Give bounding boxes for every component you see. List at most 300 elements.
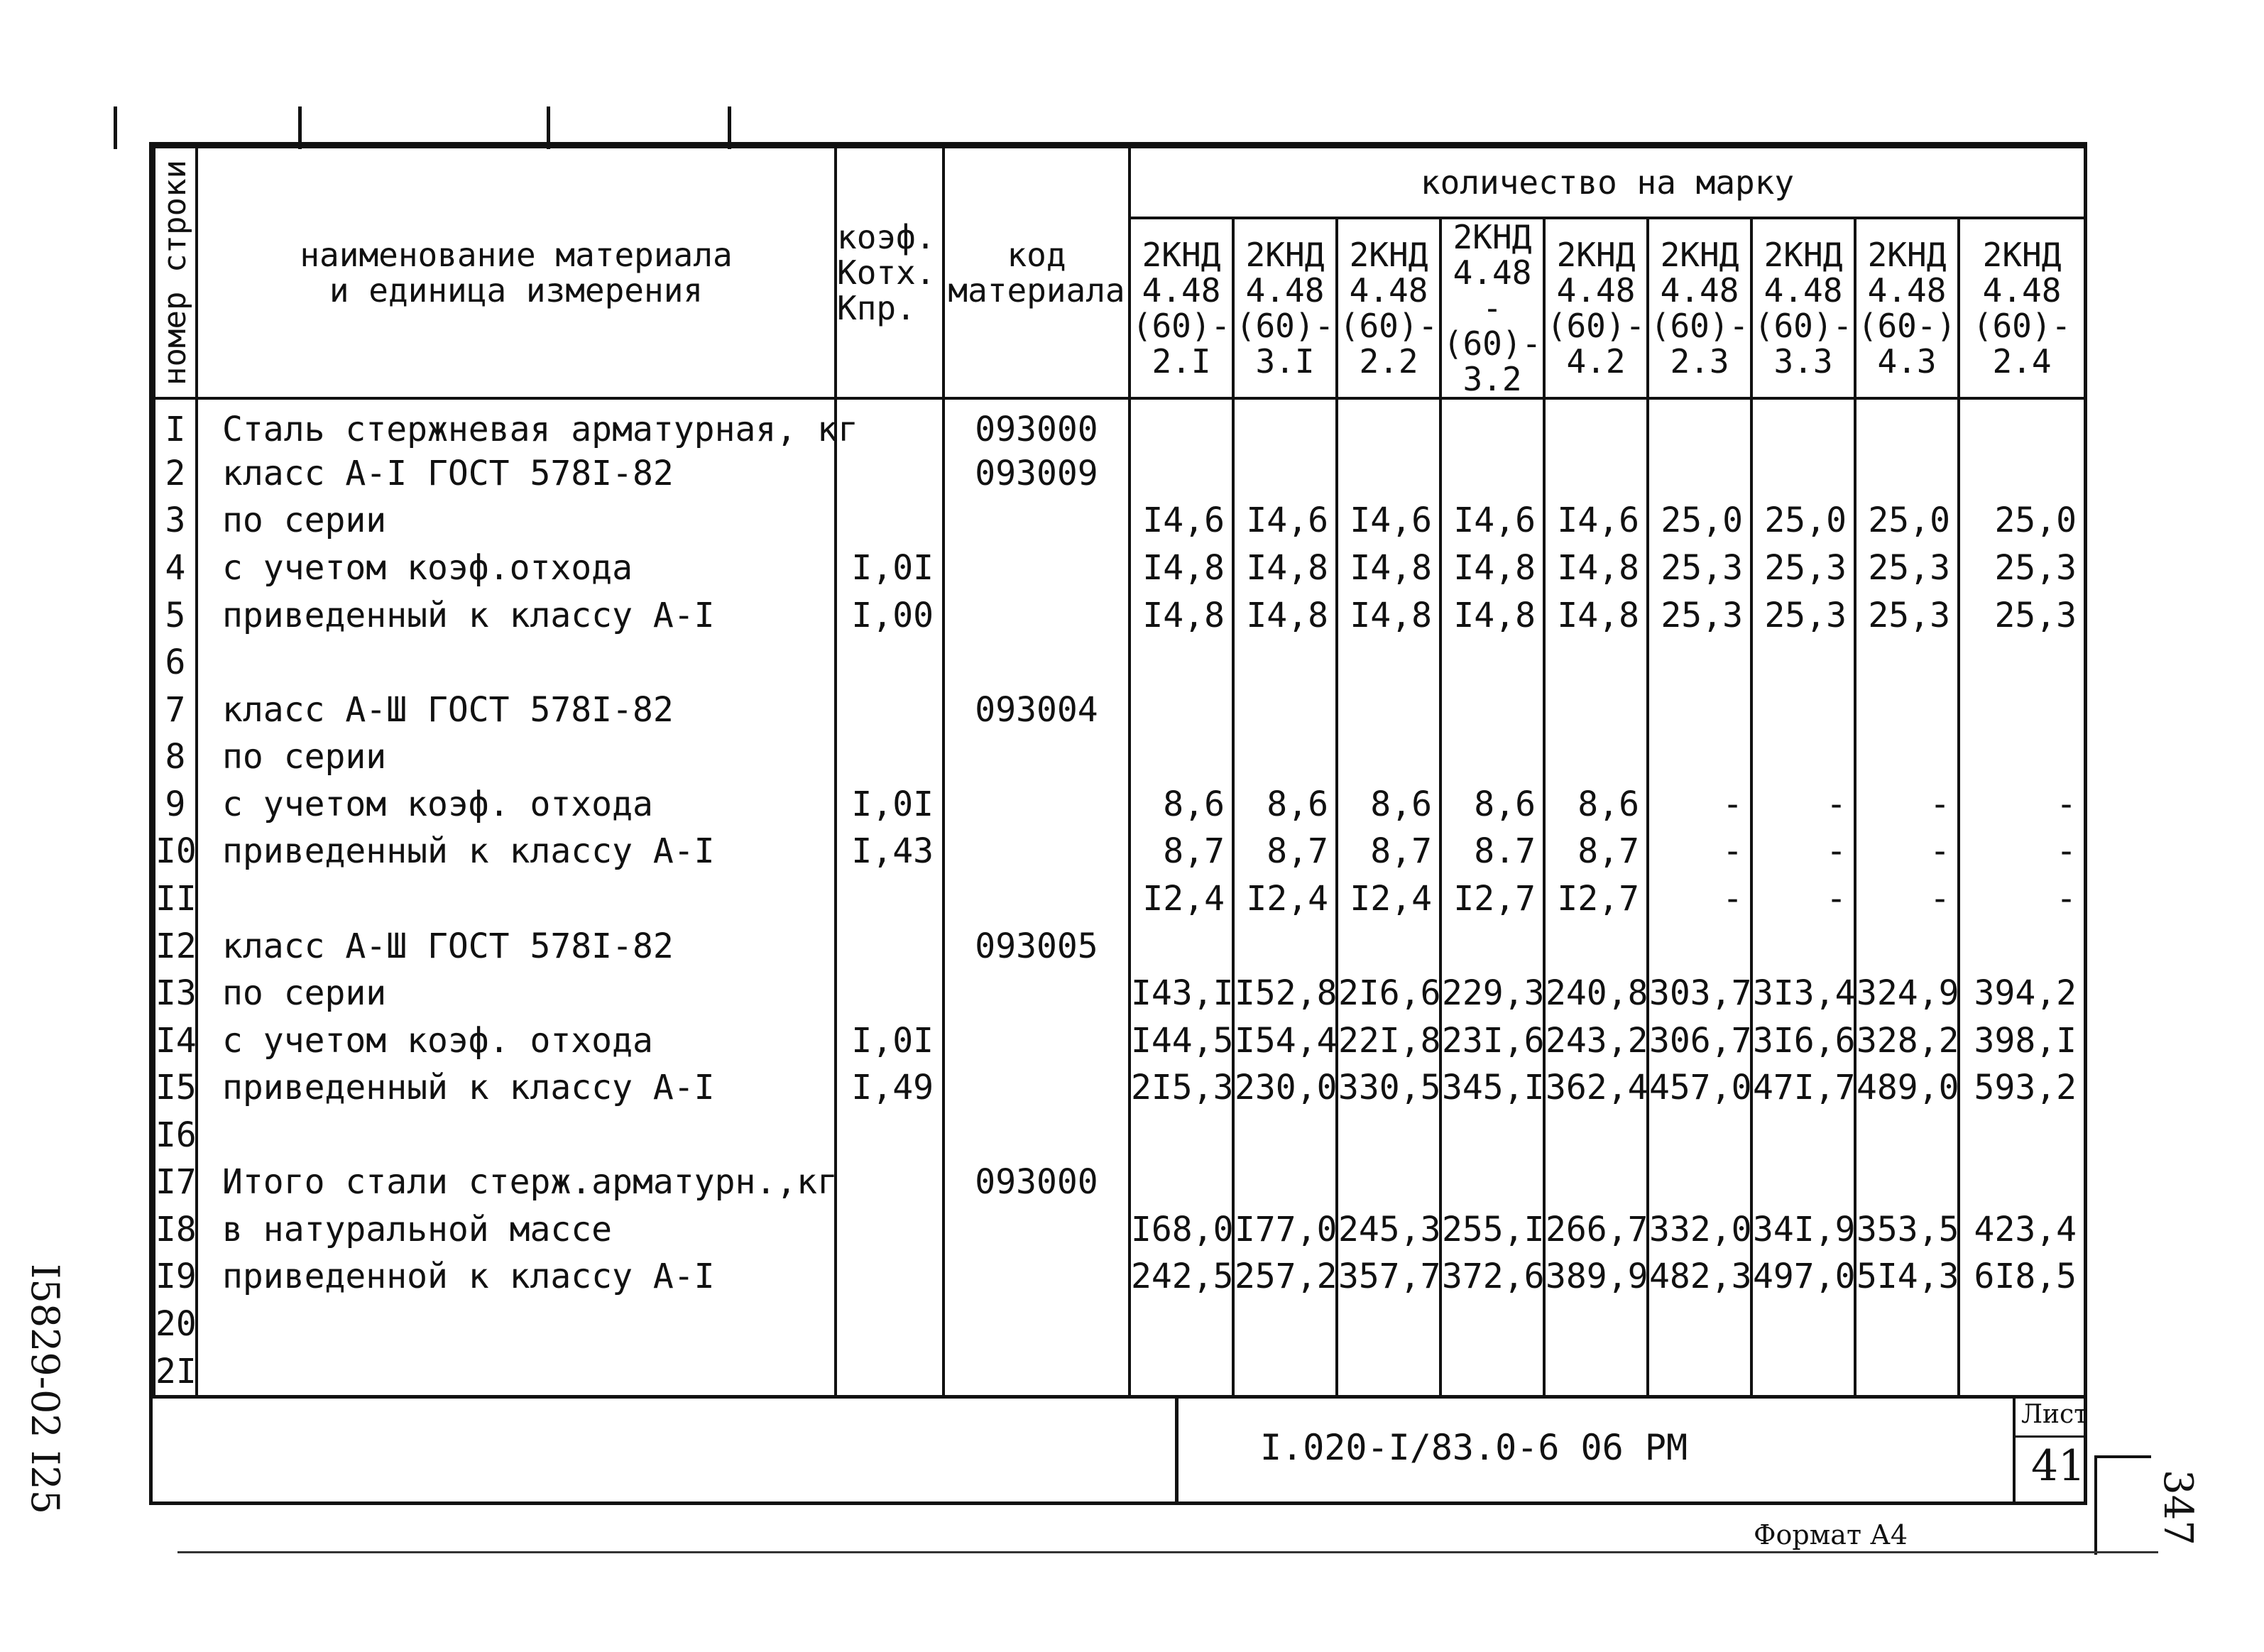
material-name: с учетом коэф. отхода — [197, 1017, 836, 1064]
archive-stamp-left: I5829-02 I25 — [23, 1264, 67, 1514]
quantity-cell: 2I6,6 — [1337, 970, 1440, 1017]
mark-header: 2КНД 4.48 (60-) 4.3 — [1855, 218, 1959, 398]
quantity-cell: 8,7 — [1233, 828, 1337, 875]
coefficient — [836, 1301, 944, 1348]
coefficient: I,0I — [836, 545, 944, 592]
quantity-cell: 229,3 — [1440, 970, 1544, 1017]
quantity-cell: - — [1959, 828, 2085, 875]
quantity-cell — [1337, 1301, 1440, 1348]
quantity-cell: 255,I — [1440, 1206, 1544, 1254]
quantity-cell: 306,7 — [1648, 1017, 1751, 1064]
quantity-cell — [1130, 639, 1233, 686]
quantity-cell: 25,3 — [1855, 545, 1959, 592]
material-code — [944, 1301, 1130, 1348]
quantity-cell — [1130, 1347, 1233, 1395]
row-number: 2 — [154, 450, 197, 498]
quantity-cell: 25,0 — [1648, 497, 1751, 545]
archive-stamp-right: 347 — [2155, 1470, 2201, 1546]
quantity-cell: 25,3 — [1855, 591, 1959, 639]
material-code — [944, 875, 1130, 923]
quantity-cell — [1959, 398, 2085, 450]
coefficient — [836, 1111, 944, 1159]
quantity-cell: 245,3 — [1337, 1206, 1440, 1254]
quantity-cell — [1130, 1159, 1233, 1206]
quantity-cell — [1337, 733, 1440, 781]
quantity-cell: 497,0 — [1751, 1253, 1855, 1301]
quantity-cell: I4,8 — [1337, 591, 1440, 639]
row-number: I5 — [154, 1064, 197, 1112]
material-name: приведенный к классу А-I — [197, 591, 836, 639]
quantity-cell — [1544, 1159, 1648, 1206]
quantity-cell — [1855, 733, 1959, 781]
quantity-cell: I68,0 — [1130, 1206, 1233, 1254]
row-number: I — [154, 398, 197, 450]
quantity-cell: 34I,9 — [1751, 1206, 1855, 1254]
quantity-cell: 324,9 — [1855, 970, 1959, 1017]
quantity-cell: I4,8 — [1544, 591, 1648, 639]
quantity-cell — [1751, 1301, 1855, 1348]
material-code — [944, 545, 1130, 592]
quantity-cell: I2,4 — [1233, 875, 1337, 923]
quantity-cell — [1855, 686, 1959, 733]
quantity-cell: I4,6 — [1130, 497, 1233, 545]
quantity-cell: 362,4 — [1544, 1064, 1648, 1112]
table-row — [154, 875, 2085, 923]
quantity-cell: I4,6 — [1544, 497, 1648, 545]
header-material-line2: и единица измерения — [329, 271, 704, 310]
material-code — [944, 497, 1130, 545]
quantity-cell — [1544, 686, 1648, 733]
quantity-cell: 423,4 — [1959, 1206, 2085, 1254]
row-number: 2I — [154, 1347, 197, 1395]
header-coef-line1: коэф. — [837, 218, 936, 256]
quantity-cell — [1959, 1159, 2085, 1206]
quantity-cell: - — [1959, 781, 2085, 828]
quantity-cell — [1959, 1111, 2085, 1159]
quantity-cell: 8,6 — [1337, 781, 1440, 828]
title-block-divider — [1175, 1399, 1179, 1505]
quantity-cell — [1751, 1111, 1855, 1159]
quantity-cell: 482,3 — [1648, 1253, 1751, 1301]
coefficient: I,0I — [836, 1017, 944, 1064]
row-number: 9 — [154, 781, 197, 828]
quantity-cell: - — [1855, 875, 1959, 923]
quantity-cell — [1544, 1301, 1648, 1348]
sheet-number: 41 — [2031, 1441, 2086, 1491]
quantity-cell — [1959, 922, 2085, 970]
quantity-cell — [1751, 450, 1855, 498]
quantity-cell — [1233, 686, 1337, 733]
quantity-cell: - — [1648, 828, 1751, 875]
quantity-cell — [1337, 1159, 1440, 1206]
quantity-cell: 5I4,3 — [1855, 1253, 1959, 1301]
quantity-cell — [1440, 1159, 1544, 1206]
material-code — [944, 733, 1130, 781]
coefficient — [836, 639, 944, 686]
material-code — [944, 1017, 1130, 1064]
quantity-cell: 243,2 — [1544, 1017, 1648, 1064]
quantity-cell: 25,3 — [1959, 545, 2085, 592]
quantity-cell — [1751, 733, 1855, 781]
quantity-cell — [1544, 639, 1648, 686]
frame-tick — [114, 106, 117, 149]
quantity-cell — [1855, 450, 1959, 498]
table-row — [154, 733, 2085, 781]
coefficient — [836, 1347, 944, 1395]
material-code: 093000 — [944, 1159, 1130, 1206]
coefficient — [836, 1159, 944, 1206]
quantity-cell: 357,7 — [1337, 1253, 1440, 1301]
quantity-cell — [1233, 1111, 1337, 1159]
row-number: I7 — [154, 1159, 197, 1206]
material-name: класс А-Ш ГОСТ 578I-82 — [197, 922, 836, 970]
quantity-cell — [1751, 922, 1855, 970]
quantity-cell: 25,0 — [1959, 497, 2085, 545]
quantity-cell: 25,3 — [1648, 591, 1751, 639]
table-row — [154, 828, 2085, 875]
material-name — [197, 1301, 836, 1348]
quantity-cell: 330,5 — [1337, 1064, 1440, 1112]
quantity-cell: 25,3 — [1751, 545, 1855, 592]
quantity-cell — [1855, 1159, 1959, 1206]
quantity-cell: 22I,8 — [1337, 1017, 1440, 1064]
material-code — [944, 781, 1130, 828]
quantity-cell: 8,6 — [1233, 781, 1337, 828]
header-coef-line3: Кпр. — [837, 289, 916, 327]
quantity-cell: 8,7 — [1337, 828, 1440, 875]
sheet-box — [2013, 1399, 2087, 1505]
quantity-cell — [1130, 733, 1233, 781]
quantity-cell: 389,9 — [1544, 1253, 1648, 1301]
coefficient: I,00 — [836, 591, 944, 639]
mark-header: 2КНД 4.48 (60)- 3.3 — [1751, 218, 1855, 398]
quantity-cell: I52,8 — [1233, 970, 1337, 1017]
material-code — [944, 1347, 1130, 1395]
material-name: Итого стали стерж.арматурн.,кг — [197, 1159, 836, 1206]
mark-header: 2КНД 4.48 (60)- 2.I — [1130, 218, 1233, 398]
material-code — [944, 1111, 1130, 1159]
document-code: I.020-I/83.0-6 06 PM — [1260, 1427, 1688, 1468]
header-material-code — [944, 147, 1130, 398]
material-code — [944, 828, 1130, 875]
row-number: I4 — [154, 1017, 197, 1064]
quantity-cell — [1751, 1347, 1855, 1395]
quantity-cell: 332,0 — [1648, 1206, 1751, 1254]
material-name — [197, 639, 836, 686]
row-number: I9 — [154, 1253, 197, 1301]
row-number: I3 — [154, 970, 197, 1017]
format-label: Формат А4 — [1754, 1519, 1908, 1550]
quantity-cell: I4,6 — [1233, 497, 1337, 545]
quantity-cell: I4,8 — [1544, 545, 1648, 592]
quantity-cell — [1959, 639, 2085, 686]
quantity-cell: I4,8 — [1233, 591, 1337, 639]
material-name: класс А-Ш ГОСТ 578I-82 — [197, 686, 836, 733]
table-row — [154, 591, 2085, 639]
quantity-cell: - — [1855, 828, 1959, 875]
quantity-cell — [1233, 922, 1337, 970]
quantity-cell — [1855, 1301, 1959, 1348]
quantity-cell: 6I8,5 — [1959, 1253, 2085, 1301]
quantity-cell — [1959, 450, 2085, 498]
quantity-cell — [1648, 1159, 1751, 1206]
table-row — [154, 922, 2085, 970]
mark-header: 2КНД 4.48 (60)- 4.2 — [1544, 218, 1648, 398]
quantity-cell — [1648, 1111, 1751, 1159]
header-code-line1: код — [1007, 236, 1066, 274]
row-number: 6 — [154, 639, 197, 686]
quantity-cell: 25,0 — [1855, 497, 1959, 545]
quantity-cell — [1337, 1347, 1440, 1395]
material-name: по серии — [197, 497, 836, 545]
header-quantity: количество на марку — [1130, 147, 2085, 218]
material-code: 093009 — [944, 450, 1130, 498]
row-number: 7 — [154, 686, 197, 733]
quantity-cell: I4,8 — [1130, 545, 1233, 592]
quantity-cell: 2I5,3 — [1130, 1064, 1233, 1112]
row-number: II — [154, 875, 197, 923]
sheet-rule — [2016, 1435, 2087, 1438]
quantity-cell — [1233, 733, 1337, 781]
quantity-cell: - — [1855, 781, 1959, 828]
table-row — [154, 1347, 2085, 1395]
table-row — [154, 398, 2085, 450]
quantity-cell — [1751, 398, 1855, 450]
quantity-cell: 8,7 — [1544, 828, 1648, 875]
mark-header: 2КНД 4.48 (60)- 2.4 — [1959, 218, 2085, 398]
quantity-cell: I54,4 — [1233, 1017, 1337, 1064]
quantity-cell: I2,7 — [1544, 875, 1648, 923]
quantity-cell — [1440, 1347, 1544, 1395]
material-name: класс А-I ГОСТ 578I-82 — [197, 450, 836, 498]
quantity-cell: 398,I — [1959, 1017, 2085, 1064]
quantity-cell — [1130, 922, 1233, 970]
quantity-cell — [1337, 450, 1440, 498]
quantity-cell: 353,5 — [1855, 1206, 1959, 1254]
material-name: в натуральной массе — [197, 1206, 836, 1254]
mark-header: 2КНД 4.48 (60)- 3.I — [1233, 218, 1337, 398]
table-row — [154, 450, 2085, 498]
quantity-cell: 372,6 — [1440, 1253, 1544, 1301]
quantity-cell — [1648, 1301, 1751, 1348]
quantity-cell — [1648, 398, 1751, 450]
table-row — [154, 781, 2085, 828]
coefficient — [836, 1253, 944, 1301]
quantity-cell — [1440, 686, 1544, 733]
quantity-cell — [1648, 922, 1751, 970]
row-number: I6 — [154, 1111, 197, 1159]
title-block — [153, 1395, 2089, 1505]
quantity-cell — [1959, 733, 2085, 781]
header-row-number-text: номер строки — [157, 160, 193, 385]
quantity-cell: 593,2 — [1959, 1064, 2085, 1112]
row-number: 3 — [154, 497, 197, 545]
quantity-cell: I4,8 — [1440, 545, 1544, 592]
table-row — [154, 639, 2085, 686]
material-name: приведенный к классу А-I — [197, 828, 836, 875]
quantity-cell — [1233, 639, 1337, 686]
side-rule — [2094, 1455, 2097, 1555]
table-row — [154, 1301, 2085, 1348]
quantity-cell — [1751, 639, 1855, 686]
specification-table — [153, 146, 2087, 1395]
coefficient — [836, 733, 944, 781]
coefficient — [836, 497, 944, 545]
quantity-cell: I4,6 — [1337, 497, 1440, 545]
mark-header: 2КНД 4.48 (60)- 2.2 — [1337, 218, 1440, 398]
quantity-cell: - — [1648, 781, 1751, 828]
coefficient — [836, 1206, 944, 1254]
material-code — [944, 1206, 1130, 1254]
quantity-cell: I77,0 — [1233, 1206, 1337, 1254]
quantity-cell: - — [1751, 781, 1855, 828]
material-name: по серии — [197, 733, 836, 781]
quantity-cell: 457,0 — [1648, 1064, 1751, 1112]
quantity-cell: 230,0 — [1233, 1064, 1337, 1112]
coefficient — [836, 922, 944, 970]
material-code — [944, 1064, 1130, 1112]
material-name: с учетом коэф.отхода — [197, 545, 836, 592]
row-number: 4 — [154, 545, 197, 592]
quantity-cell — [1648, 1347, 1751, 1395]
quantity-cell: I4,6 — [1440, 497, 1544, 545]
quantity-cell — [1233, 1347, 1337, 1395]
material-code: 093004 — [944, 686, 1130, 733]
quantity-cell: I4,8 — [1440, 591, 1544, 639]
quantity-cell — [1855, 1111, 1959, 1159]
quantity-cell: I4,8 — [1130, 591, 1233, 639]
header-coef-line2: Котх. — [837, 253, 936, 292]
quantity-cell: - — [1959, 875, 2085, 923]
material-code — [944, 1253, 1130, 1301]
quantity-cell: I4,8 — [1337, 545, 1440, 592]
quantity-cell — [1130, 686, 1233, 733]
quantity-cell: 8,6 — [1544, 781, 1648, 828]
quantity-cell: 8,6 — [1130, 781, 1233, 828]
side-rule — [2094, 1455, 2151, 1458]
quantity-cell — [1959, 1347, 2085, 1395]
coefficient: I,49 — [836, 1064, 944, 1112]
quantity-cell — [1648, 639, 1751, 686]
quantity-cell — [1440, 450, 1544, 498]
quantity-cell — [1233, 1301, 1337, 1348]
quantity-cell: 8.7 — [1440, 828, 1544, 875]
material-name — [197, 1111, 836, 1159]
quantity-cell: I44,5 — [1130, 1017, 1233, 1064]
quantity-cell: 394,2 — [1959, 970, 2085, 1017]
header-material-line1: наименование материала — [300, 236, 733, 274]
quantity-cell — [1648, 686, 1751, 733]
material-code: 093005 — [944, 922, 1130, 970]
header-code-line2: материала — [948, 271, 1125, 310]
row-number: I2 — [154, 922, 197, 970]
quantity-cell — [1544, 398, 1648, 450]
quantity-cell: 25,0 — [1751, 497, 1855, 545]
material-name: Сталь стержневая арматурная, кг — [197, 398, 836, 450]
quantity-cell — [1648, 450, 1751, 498]
material-name — [197, 1347, 836, 1395]
quantity-cell: - — [1751, 875, 1855, 923]
table-row — [154, 1017, 2085, 1064]
quantity-cell: I2,7 — [1440, 875, 1544, 923]
row-number: I0 — [154, 828, 197, 875]
header-material — [197, 147, 836, 398]
quantity-cell — [1337, 1111, 1440, 1159]
coefficient — [836, 450, 944, 498]
quantity-cell — [1337, 398, 1440, 450]
quantity-cell: 23I,6 — [1440, 1017, 1544, 1064]
quantity-cell — [1544, 733, 1648, 781]
sheet-label: Лист — [2021, 1400, 2089, 1429]
quantity-cell — [1544, 450, 1648, 498]
quantity-cell: 345,I — [1440, 1064, 1544, 1112]
bottom-rule — [177, 1551, 2158, 1553]
table-row — [154, 497, 2085, 545]
quantity-cell: 25,3 — [1648, 545, 1751, 592]
material-name — [197, 875, 836, 923]
quantity-cell: 489,0 — [1855, 1064, 1959, 1112]
quantity-cell: 25,3 — [1751, 591, 1855, 639]
table-body — [154, 398, 2085, 1395]
quantity-cell: I2,4 — [1337, 875, 1440, 923]
quantity-cell — [1544, 1347, 1648, 1395]
quantity-cell — [1233, 1159, 1337, 1206]
quantity-cell: 3I6,6 — [1751, 1017, 1855, 1064]
table-row — [154, 1111, 2085, 1159]
quantity-cell: 328,2 — [1855, 1017, 1959, 1064]
material-code — [944, 970, 1130, 1017]
quantity-cell: 3I3,4 — [1751, 970, 1855, 1017]
quantity-cell — [1959, 686, 2085, 733]
quantity-cell — [1440, 639, 1544, 686]
material-name: приведенный к классу А-I — [197, 1064, 836, 1112]
quantity-cell — [1130, 398, 1233, 450]
quantity-cell — [1440, 398, 1544, 450]
quantity-cell — [1440, 922, 1544, 970]
row-number: 8 — [154, 733, 197, 781]
quantity-cell: I2,4 — [1130, 875, 1233, 923]
material-code: 093000 — [944, 398, 1130, 450]
quantity-cell — [1233, 398, 1337, 450]
document-frame — [149, 142, 2087, 1505]
material-name: приведенной к классу А-I — [197, 1253, 836, 1301]
quantity-cell — [1648, 733, 1751, 781]
material-name: с учетом коэф. отхода — [197, 781, 836, 828]
quantity-cell — [1440, 733, 1544, 781]
quantity-cell: - — [1751, 828, 1855, 875]
quantity-cell — [1130, 1301, 1233, 1348]
quantity-cell: 8,6 — [1440, 781, 1544, 828]
quantity-cell — [1751, 686, 1855, 733]
quantity-cell: 240,8 — [1544, 970, 1648, 1017]
quantity-cell: 257,2 — [1233, 1253, 1337, 1301]
quantity-cell — [1959, 1301, 2085, 1348]
table-row — [154, 1159, 2085, 1206]
quantity-cell — [1130, 1111, 1233, 1159]
quantity-cell — [1337, 639, 1440, 686]
quantity-cell — [1751, 1159, 1855, 1206]
quantity-cell — [1233, 450, 1337, 498]
quantity-cell: I4,8 — [1233, 545, 1337, 592]
quantity-cell: 266,7 — [1544, 1206, 1648, 1254]
quantity-cell: I43,I — [1130, 970, 1233, 1017]
table-row — [154, 1064, 2085, 1112]
table-row — [154, 970, 2085, 1017]
material-code — [944, 591, 1130, 639]
quantity-cell — [1855, 1347, 1959, 1395]
mark-header: 2КНД 4.48 -(60)- 3.2 — [1440, 218, 1544, 398]
quantity-cell — [1337, 922, 1440, 970]
